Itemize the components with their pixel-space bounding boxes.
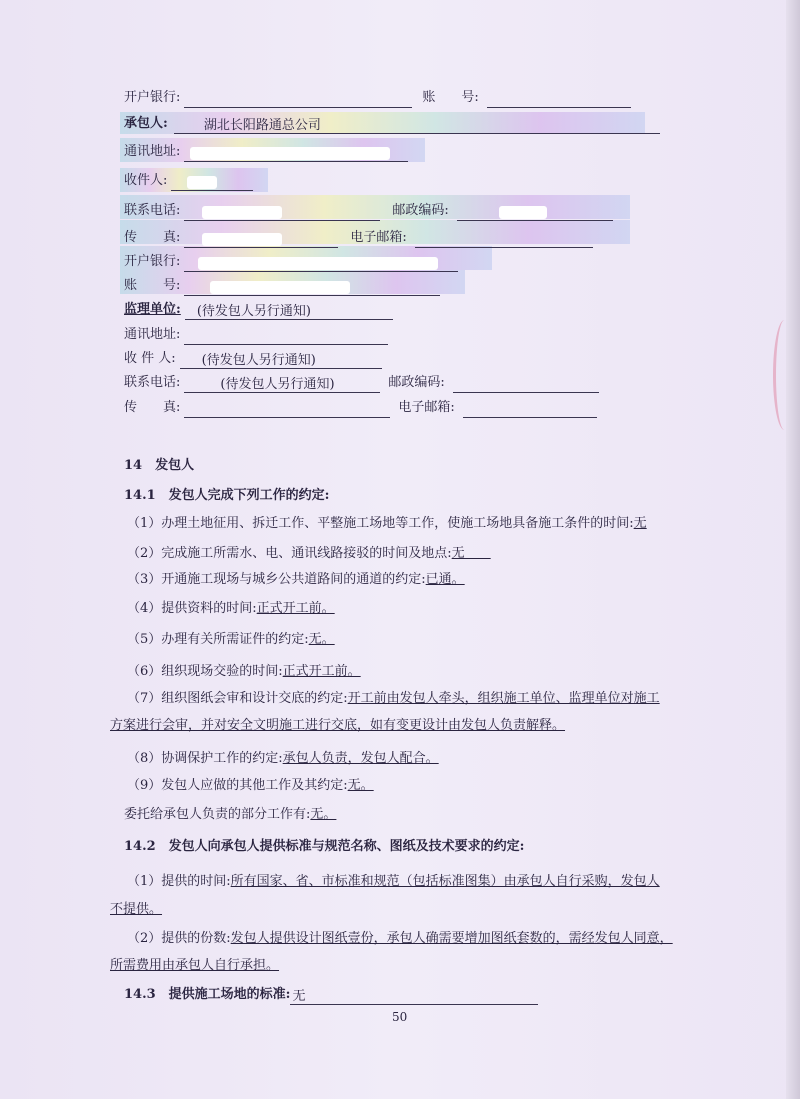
sup-fax-label: 传 真: [124, 400, 181, 415]
redaction [190, 147, 390, 160]
bank-label: 开户银行: [124, 90, 181, 105]
recipient-field [171, 173, 253, 191]
phone-field [184, 203, 380, 221]
contractor-label: 承包人: [124, 116, 168, 131]
list-item: （2）提供的份数:发包人提供设计图纸壹份，承包人确需要增加图纸套数的，需经发包人同意， [127, 931, 673, 946]
sup-email-label: 电子邮箱: [398, 400, 455, 415]
list-item: （6）组织现场交验的时间:正式开工前。 [127, 664, 361, 679]
redaction [187, 176, 217, 189]
fax-label: 传 真: [124, 230, 181, 245]
list-item-continuation: 所需费用由承包人自行承担。 [110, 958, 280, 973]
account-label: 账 号: [422, 90, 479, 105]
sup-recipient-value: (待发包人另行通知) [180, 351, 382, 369]
list-item: （4）提供资料的时间:正式开工前。 [127, 601, 335, 616]
supervisor-value: (待发包人另行通知) [185, 302, 393, 320]
page-edge-shadow [786, 0, 800, 1099]
seal-stamp-partial [773, 320, 796, 430]
contractor-value: 湖北长阳路通总公司 [174, 116, 660, 134]
supervisor-label: 监理单位: [124, 302, 181, 317]
list-item: （8）协调保护工作的约定:承包人负责，发包人配合。 [127, 751, 439, 766]
account2-label: 账 号: [124, 278, 181, 293]
redaction [499, 206, 547, 219]
page-number: 50 [392, 1010, 408, 1024]
list-item: （2）完成施工所需水、电、通讯线路接驳的时间及地点:无 [127, 546, 491, 561]
redaction [210, 281, 350, 294]
list-item-continuation: 不提供。 [110, 902, 163, 917]
list-item-continuation: 方案进行会审，并对安全文明施工进行交底，如有变更设计由发包人负责解释。 [110, 718, 566, 733]
sup-fax-field [184, 400, 390, 418]
sup-address-label: 通讯地址: [124, 327, 181, 342]
sup-postcode-field [453, 375, 599, 393]
list-item: （9）发包人应做的其他工作及其约定:无。 [127, 778, 374, 793]
list-item: （1）提供的时间:所有国家、省、市标准和规范（包括标准图集）由承包人自行采购，发包人 [127, 874, 660, 889]
sup-email-field [463, 400, 597, 418]
bank-field [184, 90, 412, 108]
account-field [487, 90, 631, 108]
phone-label: 联系电话: [124, 203, 181, 218]
list-item: （3）开通施工现场与城乡公共道路间的通道的约定:已通。 [127, 572, 465, 587]
sup-phone-label-text: 联系电话: [124, 375, 181, 390]
list-item: （1）办理土地征用、拆迁工作、平整施工场地等工作，使施工场地具备施工条件的时间:无 [127, 516, 647, 531]
bank2-field [184, 254, 458, 272]
address-field [184, 144, 408, 162]
section-14-heading: 14 发包人 [124, 458, 195, 473]
sup-address-field [184, 327, 388, 345]
redaction [202, 233, 282, 246]
address-label: 通讯地址: [124, 144, 181, 159]
list-item: （7）组织图纸会审和设计交底的约定:开工前由发包人牵头，组织施工单位、监理单位对施工 [127, 691, 660, 706]
account2-field [184, 278, 440, 296]
sup-recipient-label: 收 件 人: [124, 351, 176, 366]
entrusted-work: 委托给承包人负责的部分工作有:无。 [124, 807, 337, 822]
email-label: 电子邮箱: [350, 230, 407, 245]
postcode-field [457, 203, 613, 221]
section-14-1-heading: 14.1 发包人完成下列工作的约定: [124, 488, 330, 503]
email-field [415, 230, 593, 248]
postcode-label: 邮政编码: [392, 203, 449, 218]
redaction [202, 206, 282, 219]
sup-postcode-label: 邮政编码: [388, 375, 445, 390]
bank2-label: 开户银行: [124, 254, 181, 269]
section-14-3: 14.3 提供施工场地的标准: 无 [124, 985, 538, 1005]
fax-field [184, 230, 338, 248]
redaction [198, 257, 438, 270]
section-14-2-heading: 14.2 发包人向承包人提供标准与规范名称、图纸及技术要求的约定: [124, 839, 525, 854]
list-item: （5）办理有关所需证件的约定:无。 [127, 632, 335, 647]
sup-phone-value: (待发包人另行通知) [184, 375, 380, 393]
recipient-label: 收件人: [124, 173, 168, 188]
